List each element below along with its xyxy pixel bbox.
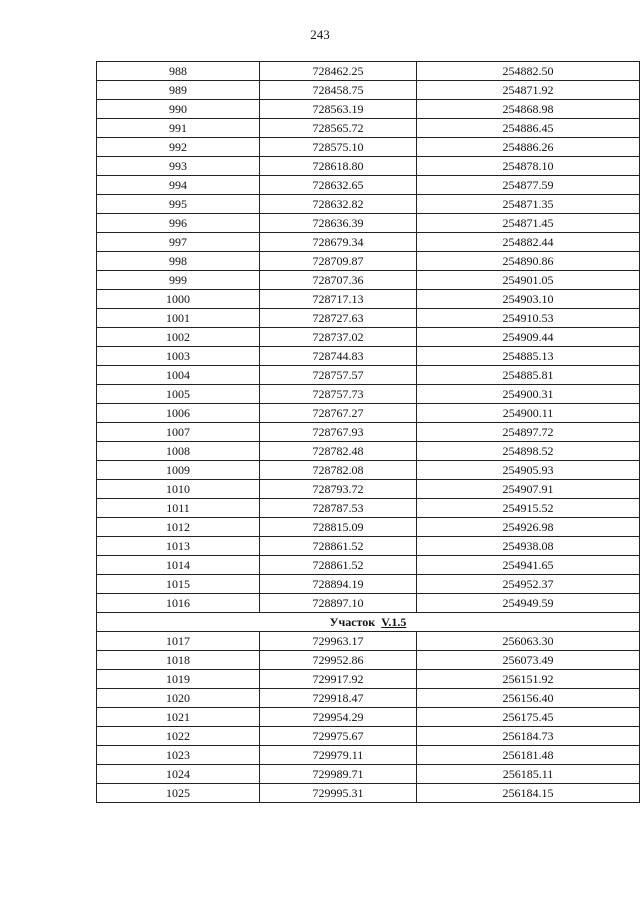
point-number-cell: 999 (97, 271, 260, 290)
x-coordinate-cell: 728861.52 (260, 537, 417, 556)
x-coordinate-cell: 729975.67 (260, 727, 417, 746)
table-row (97, 385, 640, 404)
y-coordinate-cell: 254907.91 (417, 480, 640, 499)
x-coordinate-cell: 728782.48 (260, 442, 417, 461)
point-number-cell: 990 (97, 100, 260, 119)
x-coordinate-cell: 729952.86 (260, 651, 417, 670)
table-row (97, 328, 640, 347)
y-coordinate-cell: 254878.10 (417, 157, 640, 176)
point-number-cell: 1023 (97, 746, 260, 765)
point-number-cell: 1002 (97, 328, 260, 347)
point-number-cell: 1017 (97, 632, 260, 651)
y-coordinate-cell: 254938.08 (417, 537, 640, 556)
table-row (97, 423, 640, 442)
point-number-cell: 989 (97, 81, 260, 100)
y-coordinate-cell: 256063.30 (417, 632, 640, 651)
x-coordinate-cell: 728632.65 (260, 176, 417, 195)
point-number-cell: 1011 (97, 499, 260, 518)
table-row (97, 594, 640, 613)
x-coordinate-cell: 728636.39 (260, 214, 417, 233)
x-coordinate-cell: 728861.52 (260, 556, 417, 575)
point-number-cell: 995 (97, 195, 260, 214)
x-coordinate-cell: 728709.87 (260, 252, 417, 271)
x-coordinate-cell: 728767.27 (260, 404, 417, 423)
y-coordinate-cell: 254897.72 (417, 423, 640, 442)
table-row (97, 537, 640, 556)
table-row (97, 252, 640, 271)
x-coordinate-cell: 728618.80 (260, 157, 417, 176)
y-coordinate-cell: 256184.73 (417, 727, 640, 746)
y-coordinate-cell: 256184.15 (417, 784, 640, 803)
table-row (97, 784, 640, 803)
point-number-cell: 1014 (97, 556, 260, 575)
y-coordinate-cell: 254871.92 (417, 81, 640, 100)
point-number-cell: 1019 (97, 670, 260, 689)
y-coordinate-cell: 254898.52 (417, 442, 640, 461)
x-coordinate-cell: 729989.71 (260, 765, 417, 784)
table-row (97, 632, 640, 651)
table-row (97, 461, 640, 480)
point-number-cell: 1025 (97, 784, 260, 803)
point-number-cell: 988 (97, 62, 260, 81)
y-coordinate-cell: 256181.48 (417, 746, 640, 765)
table-row (97, 708, 640, 727)
x-coordinate-cell: 728787.53 (260, 499, 417, 518)
y-coordinate-cell: 254905.93 (417, 461, 640, 480)
table-row (97, 746, 640, 765)
table-row (97, 727, 640, 746)
table-row (97, 404, 640, 423)
point-number-cell: 992 (97, 138, 260, 157)
y-coordinate-cell: 256073.49 (417, 651, 640, 670)
x-coordinate-cell: 728767.93 (260, 423, 417, 442)
x-coordinate-cell: 728717.13 (260, 290, 417, 309)
table-row (97, 62, 640, 81)
x-coordinate-cell: 728462.25 (260, 62, 417, 81)
y-coordinate-cell: 254868.98 (417, 100, 640, 119)
x-coordinate-cell: 729963.17 (260, 632, 417, 651)
table-row (97, 290, 640, 309)
table-row (97, 689, 640, 708)
y-coordinate-cell: 254915.52 (417, 499, 640, 518)
x-coordinate-cell: 729979.11 (260, 746, 417, 765)
x-coordinate-cell: 728563.19 (260, 100, 417, 119)
y-coordinate-cell: 256185.11 (417, 765, 640, 784)
point-number-cell: 1012 (97, 518, 260, 537)
y-coordinate-cell: 256175.45 (417, 708, 640, 727)
table-row (97, 442, 640, 461)
coordinates-table (96, 61, 640, 803)
y-coordinate-cell: 254885.81 (417, 366, 640, 385)
y-coordinate-cell: 254886.26 (417, 138, 640, 157)
x-coordinate-cell: 729954.29 (260, 708, 417, 727)
table-row (97, 138, 640, 157)
y-coordinate-cell: 256151.92 (417, 670, 640, 689)
point-number-cell: 1024 (97, 765, 260, 784)
point-number-cell: 1013 (97, 537, 260, 556)
x-coordinate-cell: 728815.09 (260, 518, 417, 537)
point-number-cell: 1006 (97, 404, 260, 423)
section-label: Участок (329, 615, 376, 629)
y-coordinate-cell: 254909.44 (417, 328, 640, 347)
point-number-cell: 998 (97, 252, 260, 271)
x-coordinate-cell: 728782.08 (260, 461, 417, 480)
table-row (97, 214, 640, 233)
section-header-cell (97, 613, 640, 632)
point-number-cell: 1009 (97, 461, 260, 480)
y-coordinate-cell: 254900.11 (417, 404, 640, 423)
table-row (97, 366, 640, 385)
section-code: V.1.5 (381, 615, 407, 629)
point-number-cell: 993 (97, 157, 260, 176)
y-coordinate-cell: 256156.40 (417, 689, 640, 708)
section-header-row (97, 613, 640, 632)
table-row (97, 176, 640, 195)
table-body-after (97, 632, 640, 803)
x-coordinate-cell: 728757.57 (260, 366, 417, 385)
x-coordinate-cell: 729917.92 (260, 670, 417, 689)
x-coordinate-cell: 729918.47 (260, 689, 417, 708)
table-body-before (97, 62, 640, 613)
y-coordinate-cell: 254903.10 (417, 290, 640, 309)
x-coordinate-cell: 728727.63 (260, 309, 417, 328)
table-row (97, 556, 640, 575)
x-coordinate-cell: 728757.73 (260, 385, 417, 404)
page-number: 243 (310, 27, 330, 42)
y-coordinate-cell: 254941.65 (417, 556, 640, 575)
point-number-cell: 1000 (97, 290, 260, 309)
table-row (97, 271, 640, 290)
point-number-cell: 991 (97, 119, 260, 138)
y-coordinate-cell: 254900.31 (417, 385, 640, 404)
table-row (97, 518, 640, 537)
table-row (97, 651, 640, 670)
point-number-cell: 997 (97, 233, 260, 252)
point-number-cell: 996 (97, 214, 260, 233)
table-row (97, 195, 640, 214)
point-number-cell: 1003 (97, 347, 260, 366)
y-coordinate-cell: 254926.98 (417, 518, 640, 537)
point-number-cell: 1016 (97, 594, 260, 613)
table-row (97, 119, 640, 138)
point-number-cell: 1021 (97, 708, 260, 727)
x-coordinate-cell: 728565.72 (260, 119, 417, 138)
y-coordinate-cell: 254952.37 (417, 575, 640, 594)
table-row (97, 157, 640, 176)
x-coordinate-cell: 728793.72 (260, 480, 417, 499)
point-number-cell: 1018 (97, 651, 260, 670)
table-row (97, 347, 640, 366)
point-number-cell: 1007 (97, 423, 260, 442)
table-row (97, 575, 640, 594)
table-row (97, 100, 640, 119)
y-coordinate-cell: 254882.44 (417, 233, 640, 252)
y-coordinate-cell: 254882.50 (417, 62, 640, 81)
y-coordinate-cell: 254877.59 (417, 176, 640, 195)
y-coordinate-cell: 254901.05 (417, 271, 640, 290)
section-header-body (97, 613, 640, 632)
table-row (97, 499, 640, 518)
y-coordinate-cell: 254949.59 (417, 594, 640, 613)
point-number-cell: 1004 (97, 366, 260, 385)
x-coordinate-cell: 728707.36 (260, 271, 417, 290)
x-coordinate-cell: 728737.02 (260, 328, 417, 347)
x-coordinate-cell: 728744.83 (260, 347, 417, 366)
point-number-cell: 1005 (97, 385, 260, 404)
x-coordinate-cell: 728458.75 (260, 81, 417, 100)
y-coordinate-cell: 254890.86 (417, 252, 640, 271)
point-number-cell: 994 (97, 176, 260, 195)
point-number-cell: 1010 (97, 480, 260, 499)
table-row (97, 233, 640, 252)
point-number-cell: 1020 (97, 689, 260, 708)
table-row (97, 480, 640, 499)
point-number-cell: 1008 (97, 442, 260, 461)
y-coordinate-cell: 254885.13 (417, 347, 640, 366)
x-coordinate-cell: 728632.82 (260, 195, 417, 214)
y-coordinate-cell: 254871.45 (417, 214, 640, 233)
point-number-cell: 1022 (97, 727, 260, 746)
table-row (97, 765, 640, 784)
point-number-cell: 1015 (97, 575, 260, 594)
x-coordinate-cell: 729995.31 (260, 784, 417, 803)
table-row (97, 670, 640, 689)
y-coordinate-cell: 254871.35 (417, 195, 640, 214)
x-coordinate-cell: 728894.19 (260, 575, 417, 594)
point-number-cell: 1001 (97, 309, 260, 328)
x-coordinate-cell: 728575.10 (260, 138, 417, 157)
x-coordinate-cell: 728897.10 (260, 594, 417, 613)
y-coordinate-cell: 254910.53 (417, 309, 640, 328)
table-row (97, 81, 640, 100)
y-coordinate-cell: 254886.45 (417, 119, 640, 138)
x-coordinate-cell: 728679.34 (260, 233, 417, 252)
table-row (97, 309, 640, 328)
